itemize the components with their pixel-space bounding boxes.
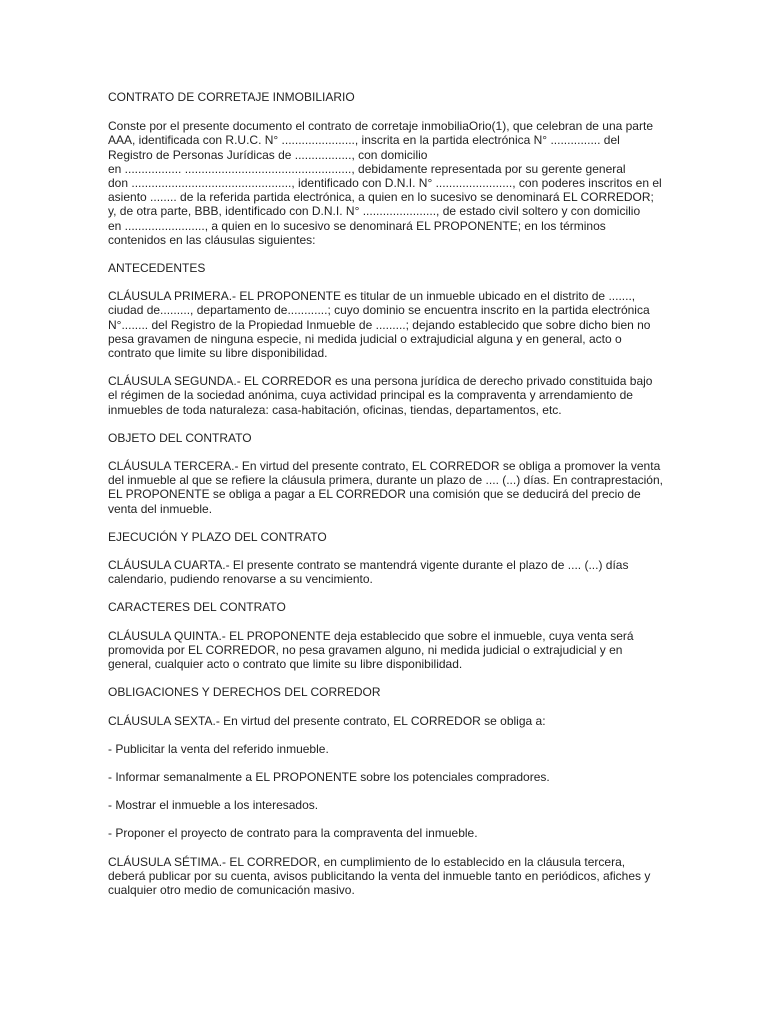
text-line: CLÁUSULA QUINTA.- EL PROPONENTE deja establecido que sobre el inmueble, cuya venta será [108, 628, 634, 643]
text-line: ciudad de........., departamento de............; cuyo dominio se encuentra inscrito en la partida electrónica [108, 303, 650, 318]
clausula-tercera [108, 459, 663, 516]
clausula-primera [108, 289, 660, 360]
text-line: pesa gravamen de ninguna especie, ni medida judicial o extrajudicial alguna y en general, acto o [108, 331, 622, 346]
text-line: N°........ del Registro de la Propiedad Inmueble de .........; dejando establecido que sobre dicho bien no [108, 317, 651, 332]
text-line: general, cualquier acto o contrato que limite su libre disponibilidad. [108, 657, 463, 672]
clausula-sexta: CLÁUSULA SEXTA.- En virtud del presente contrato, EL CORREDOR se obliga a: [108, 713, 546, 728]
text-line: Registro de Personas Jurídicas de ................., con domicilio [108, 147, 428, 162]
obligacion-item: - Proponer el proyecto de contrato para la compraventa del inmueble. [108, 826, 478, 841]
document-page [108, 90, 663, 911]
text-line: EL PROPONENTE se obliga a pagar a EL CORREDOR una comisión que se deducirá del precio de [108, 487, 641, 502]
text-line: en ........................, a quien en lo sucesivo se denominará EL PROPONENTE; en los términos [108, 218, 606, 233]
text-line: cualquier otro medio de comunicación masivo. [108, 882, 355, 897]
text-line: deberá publicar por su cuenta, avisos publicitando la venta del inmueble tanto en periódicos, afiches y [108, 868, 651, 883]
clausula-cuarta [108, 558, 660, 586]
document-title: CONTRATO DE CORRETAJE INMOBILIARIO [108, 90, 355, 104]
section-heading-objeto: OBJETO DEL CONTRATO [108, 430, 252, 445]
section-heading-antecedentes: ANTECEDENTES [108, 261, 206, 276]
section-heading-obligaciones: OBLIGACIONES Y DERECHOS DEL CORREDOR [108, 685, 381, 700]
text-line: CLÁUSULA TERCERA.- En virtud del presente contrato, EL CORREDOR se obliga a promover la venta [108, 459, 661, 474]
text-line: promovida por EL CORREDOR, no pesa gravamen alguno, ni medida judicial o extrajudicial y en [108, 642, 623, 657]
text-line: don ................................................, identificado con D.N.I. N° ......................., con poderes inscritos en el [108, 176, 662, 191]
text-line: contrato que limite su libre disponibilidad. [108, 346, 328, 361]
text-line: venta del inmueble. [108, 501, 213, 516]
text-line: contenidos en las cláusulas siguientes: [108, 232, 316, 247]
section-heading-caracteres: CARACTERES DEL CONTRATO [108, 600, 286, 615]
text-line: AAA, identificada con R.U.C. N° ......................, inscrita en la partida electrónica N° ............... del [108, 133, 620, 148]
text-line: en ................. .................................................., debidamente representada por su gerente general [108, 161, 626, 176]
text-line: calendario, pudiendo renovarse a su vencimiento. [108, 572, 373, 587]
obligacion-item: - Informar semanalmente a EL PROPONENTE sobre los potenciales compradores. [108, 769, 550, 784]
clausula-segunda [108, 374, 660, 417]
text-line: asiento ........ de la referida partida electrónica, a quien en lo sucesivo se denominará EL CORREDOR; [108, 190, 654, 205]
text-line: Conste por el presente documento el contrato de corretaje inmobiliaOrio(1), que celebran de una parte [108, 119, 653, 134]
text-line: inmuebles de toda naturaleza: casa-habitación, oficinas, tiendas, departamentos, etc. [108, 402, 562, 417]
clausula-quinta [108, 629, 660, 672]
text-line: y, de otra parte, BBB, identificado con D.N.I. N° ......................, de estado civil soltero y con domicilio [108, 204, 641, 219]
intro-paragraph [108, 119, 660, 247]
text-line: CLÁUSULA SEGUNDA.- EL CORREDOR es una persona jurídica de derecho privado constituida bajo [108, 374, 653, 389]
section-heading-ejecucion: EJECUCIÓN Y PLAZO DEL CONTRATO [108, 529, 327, 544]
obligacion-item: - Mostrar el inmueble a los interesados. [108, 798, 319, 813]
text-line: el régimen de la sociedad anónima, cuya actividad principal es la compraventa y arrendamiento de [108, 388, 633, 403]
text-line: CLÁUSULA PRIMERA.- EL PROPONENTE es titular de un inmueble ubicado en el distrito de ......., [108, 289, 636, 304]
obligacion-item: - Publicitar la venta del referido inmueble. [108, 741, 329, 756]
clausula-setima [108, 855, 660, 898]
text-line: CLÁUSULA CUARTA.- El presente contrato se mantendrá vigente durante el plazo de .... (...) días [108, 558, 629, 573]
text-line: del inmueble al que se refiere la cláusula primera, durante un plazo de .... (...) días. En contraprestación, [108, 473, 663, 488]
text-line: CLÁUSULA SÉTIMA.- EL CORREDOR, en cumplimiento de lo establecido en la cláusula tercera, [108, 854, 626, 869]
